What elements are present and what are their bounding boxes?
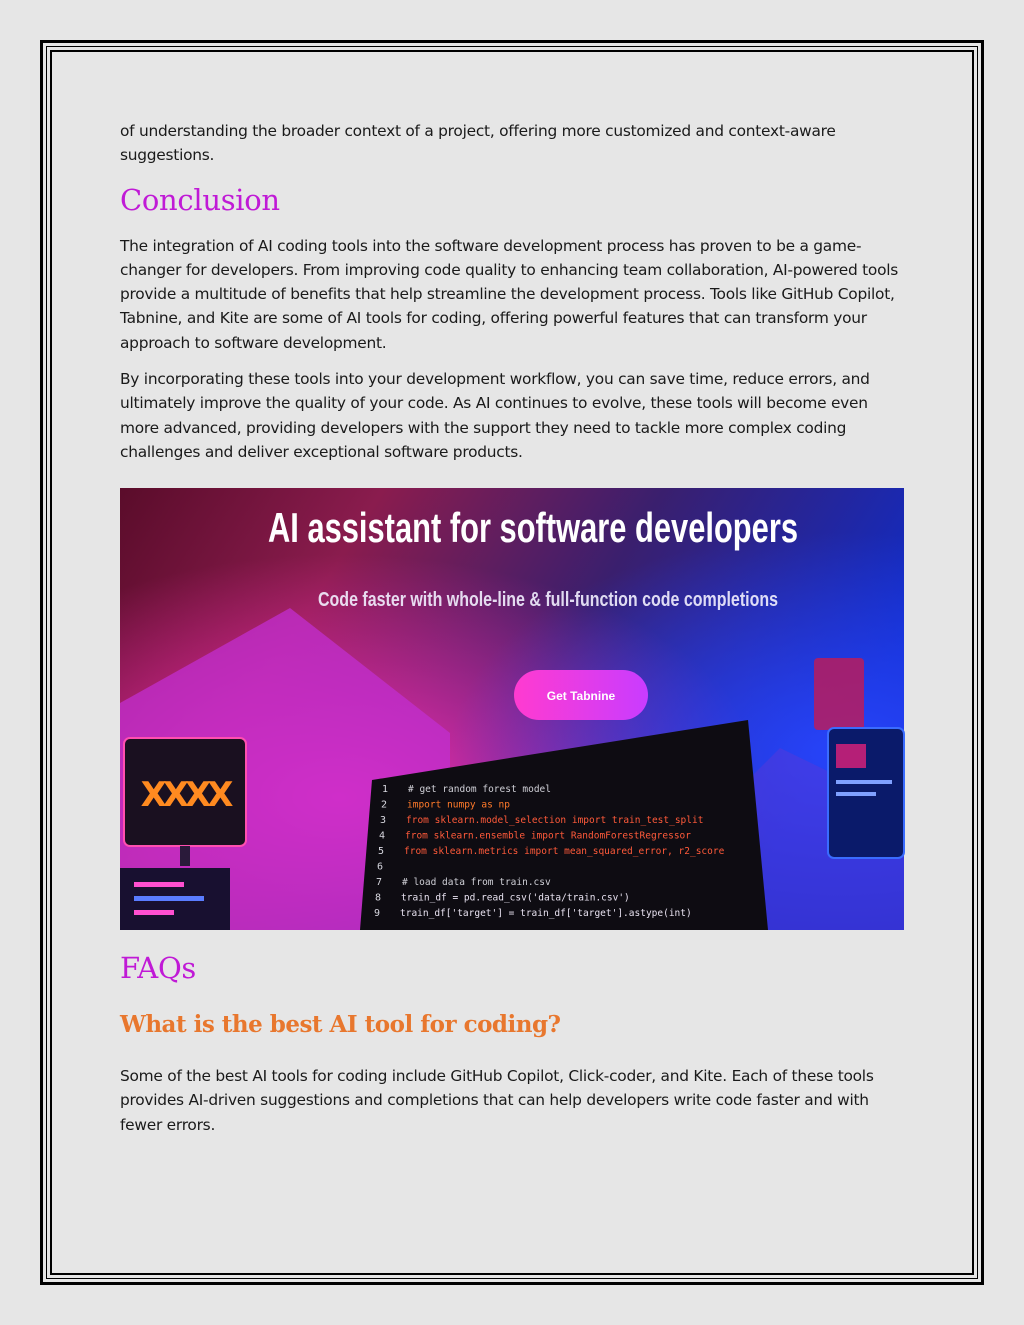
code-line-number: 4 <box>379 830 386 842</box>
code-line: # get random forest model <box>408 784 551 795</box>
logo-text: XXXX <box>140 775 230 815</box>
ai-assistant-illustration <box>120 488 904 930</box>
get-tabnine-label: Get Tabnine <box>546 689 616 703</box>
code-line: train_df = pd.read_csv('data/train.csv') <box>401 892 630 904</box>
code-line-number: 1 <box>382 784 389 795</box>
code-line: train_df['target'] = train_df['target'].astype(int) <box>400 908 692 919</box>
ai-assistant-image <box>120 488 904 930</box>
code-line: from sklearn.metrics import mean_squared_error, r2_score <box>404 846 725 857</box>
intro-continuation: of understanding the broader context of a project, offering more customized and context-aware suggestions. <box>120 122 836 165</box>
code-line-number: 6 <box>377 861 384 873</box>
code-line-number: 8 <box>375 892 382 904</box>
faq-section <box>120 950 910 1137</box>
conclusion-paragraph-1: The integration of AI coding tools into the software development process has proven to be a game-changer for developers. From improving code quality to enhancing team collaboration, AI-powered tools provide a multitude of benefits that help streamline the development process. Tools like GitHub Copilot, Tabnine, and Kite are some of AI tools for coding, offering powerful features that can transform your approach to software development. <box>120 236 899 352</box>
code-line: import numpy as np <box>407 799 510 811</box>
code-line: # load data from train.csv <box>402 877 551 888</box>
code-line: from sklearn.ensemble import RandomForestRegressor <box>405 830 691 842</box>
hero-headline: AI assistant for software developers <box>268 504 798 551</box>
code-line-number: 5 <box>378 846 385 857</box>
faq-answer-1: Some of the best AI tools for coding include GitHub Copilot, Click-coder, and Kite. Each of these tools provides AI-driven suggestions and completions that can help developers write code faster and with fewer errors. <box>120 1067 874 1134</box>
conclusion-heading: Conclusion <box>120 182 280 217</box>
conclusion-paragraph-2: By incorporating these tools into your development workflow, you can save time, reduce errors, and ultimately improve the quality of your code. As AI continues to evolve, these tools will become even more advanced, providing developers with the support they need to tackle more complex coding challenges and deliver exceptional software products. <box>120 370 870 461</box>
code-line: from sklearn.model_selection import train_test_split <box>406 815 704 826</box>
faq-question-1: What is the best AI tool for coding? <box>120 1011 561 1038</box>
code-line-number: 3 <box>380 815 387 826</box>
get-tabnine-button <box>514 670 648 720</box>
left-monitor <box>120 738 246 930</box>
document-body <box>120 119 910 464</box>
hero-subheadline: Code faster with whole-line & full-function code completions <box>318 589 778 611</box>
code-line-number: 2 <box>381 799 388 811</box>
code-line-number: 7 <box>376 877 383 888</box>
code-line-number: 9 <box>374 908 381 919</box>
faqs-heading: FAQs <box>120 951 197 985</box>
